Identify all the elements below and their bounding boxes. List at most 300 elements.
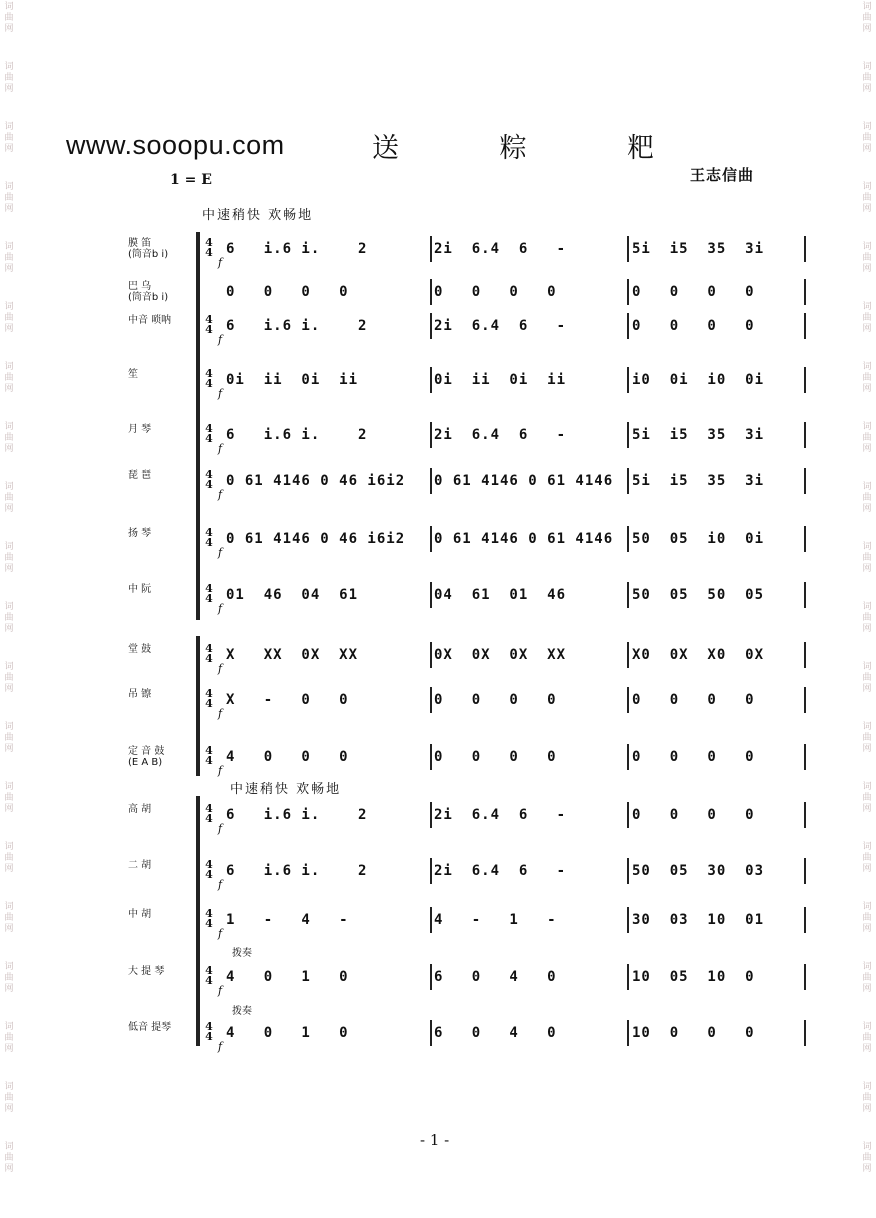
barline: [804, 422, 806, 448]
time-signature: [204, 804, 214, 824]
instrument-label: [128, 281, 196, 303]
dynamic-mark: f: [218, 927, 223, 940]
measure: 2i 6.4 6 -: [434, 318, 567, 334]
staff-row: [200, 640, 800, 680]
watermark-char: 网: [4, 1164, 14, 1174]
measure: 0 0 0 0: [434, 692, 557, 708]
barline: [804, 279, 806, 305]
measure: 6 i.6 i. 2: [226, 427, 368, 443]
measure: 30 03 10 01: [632, 912, 765, 928]
watermark-group: [2, 2, 16, 35]
watermark-char: 词: [4, 422, 14, 432]
barline: [430, 279, 432, 305]
measure: 5i i5 35 3i: [632, 473, 765, 489]
watermark-char: 曲: [862, 973, 872, 983]
staff-row: [200, 580, 800, 620]
time-signature-bottom: 4: [205, 536, 213, 549]
measure: 0i ii 0i ii: [434, 372, 567, 388]
watermark-char: 词: [4, 1082, 14, 1092]
watermark-group: [2, 302, 16, 335]
watermark-group: [860, 542, 874, 575]
barline: [804, 964, 806, 990]
watermark-char: 曲: [4, 853, 14, 863]
watermark-char: 曲: [862, 193, 872, 203]
instrument-name-line: 巴 乌: [128, 281, 152, 292]
watermark-char: 网: [4, 984, 14, 994]
instrument-name-line: 膜 笛: [128, 238, 152, 249]
instrument-label: [128, 860, 196, 871]
time-signature-bottom: 4: [205, 246, 213, 259]
watermark-char: 曲: [4, 373, 14, 383]
instrument-label: [128, 528, 196, 539]
watermark-char: 网: [862, 444, 872, 454]
watermark-char: 曲: [4, 433, 14, 443]
watermark-group: [2, 842, 16, 875]
watermark-group: [860, 1142, 874, 1175]
time-signature-bottom: 4: [205, 974, 213, 987]
time-signature-top: 4: [205, 642, 213, 655]
watermark-char: 词: [4, 242, 14, 252]
dynamic-mark: f: [218, 1040, 223, 1053]
watermark-char: 网: [862, 84, 872, 94]
watermark-group: [860, 362, 874, 395]
measure: X XX 0X XX: [226, 647, 359, 663]
instrument-name-line: 扬 琴: [128, 528, 152, 539]
instrument-label: [128, 689, 196, 700]
instrument-label: [128, 1022, 196, 1033]
measure: 10 05 10 0: [632, 969, 755, 985]
dynamic-mark: f: [218, 333, 223, 346]
measure: X - 0 0: [226, 692, 349, 708]
watermark-group: [2, 1022, 16, 1055]
barline: [430, 858, 432, 884]
barline: [804, 236, 806, 262]
dynamic-mark: f: [218, 984, 223, 997]
measure: 6 i.6 i. 2: [226, 318, 368, 334]
time-signature: [204, 315, 214, 335]
barline: [627, 642, 629, 668]
watermark-group: [2, 182, 16, 215]
instrument-name-line: 中 胡: [128, 909, 152, 920]
measure: 1 - 4 -: [226, 912, 349, 928]
dynamic-mark: f: [218, 488, 223, 501]
tempo-mark-strings: 中速稍快 欢畅地: [230, 782, 342, 797]
watermark-char: 曲: [4, 733, 14, 743]
instrument-label: [128, 584, 196, 595]
watermark-char: 曲: [862, 733, 872, 743]
watermark-char: 曲: [862, 1153, 872, 1163]
watermark-char: 词: [862, 362, 872, 372]
watermark-char: 曲: [862, 613, 872, 623]
barline: [627, 422, 629, 448]
watermark-char: 词: [862, 662, 872, 672]
watermark-group: [860, 602, 874, 635]
barline: [430, 468, 432, 494]
instrument-name-line: (筒音b i): [128, 249, 169, 260]
time-signature: [204, 1022, 214, 1042]
time-signature-top: 4: [205, 802, 213, 815]
barline: [804, 802, 806, 828]
watermark-char: 网: [4, 144, 14, 154]
barline: [430, 642, 432, 668]
watermark-char: 曲: [4, 133, 14, 143]
watermark-char: 词: [4, 62, 14, 72]
watermark-char: 网: [862, 144, 872, 154]
time-signature-bottom: 4: [205, 697, 213, 710]
staff-row: [200, 466, 800, 506]
staff-row: [200, 420, 800, 460]
watermark-char: 网: [4, 804, 14, 814]
barline: [627, 687, 629, 713]
watermark-group: [860, 902, 874, 935]
watermark-group: [2, 662, 16, 695]
watermark-group: [860, 482, 874, 515]
watermark-char: 词: [4, 482, 14, 492]
watermark-group: [2, 122, 16, 155]
watermark-char: 曲: [862, 1093, 872, 1103]
barline: [430, 687, 432, 713]
tempo-mark-top: 中速稍快 欢畅地: [202, 208, 314, 223]
measure: 0 0 0 0: [226, 284, 349, 300]
measure: 0 61 4146 0 46 i6i2: [226, 473, 406, 489]
time-signature: [204, 424, 214, 444]
watermark-char: 网: [4, 264, 14, 274]
measure: 6 0 4 0: [434, 1025, 557, 1041]
watermark-group: [2, 962, 16, 995]
watermark-group: [860, 1022, 874, 1055]
measure: 0 0 0 0: [632, 807, 755, 823]
watermark-char: 词: [862, 842, 872, 852]
barline: [804, 744, 806, 770]
measure: 6 0 4 0: [434, 969, 557, 985]
barline: [430, 744, 432, 770]
instrument-name-line: 中音 唢呐: [128, 315, 172, 326]
watermark-char: 曲: [4, 193, 14, 203]
staff-row: [200, 311, 800, 351]
watermark-char: 曲: [4, 613, 14, 623]
barline: [804, 907, 806, 933]
watermark-char: 曲: [4, 973, 14, 983]
time-signature-top: 4: [205, 964, 213, 977]
watermark-char: 网: [862, 804, 872, 814]
watermark-char: 词: [4, 362, 14, 372]
time-signature: [204, 644, 214, 664]
watermark-char: 词: [862, 422, 872, 432]
measure: 0i ii 0i ii: [226, 372, 359, 388]
time-signature: [204, 369, 214, 389]
barline: [804, 367, 806, 393]
barline: [430, 313, 432, 339]
watermark-char: 曲: [4, 1153, 14, 1163]
measure: 4 0 1 0: [226, 1025, 349, 1041]
watermark-char: 网: [4, 564, 14, 574]
watermark-char: 词: [4, 962, 14, 972]
watermark-char: 词: [862, 182, 872, 192]
watermark-char: 词: [862, 2, 872, 12]
page-number: - 1 -: [420, 1131, 450, 1149]
measure: 0 0 0 0: [632, 692, 755, 708]
watermark-char: 网: [862, 684, 872, 694]
right-watermark-column: [860, 0, 874, 1218]
watermark-char: 曲: [862, 793, 872, 803]
dynamic-mark: f: [218, 707, 223, 720]
pluck-mark-bass: 拨奏: [232, 1006, 252, 1017]
watermark-char: 词: [862, 722, 872, 732]
watermark-char: 曲: [862, 553, 872, 563]
instrument-label: [128, 238, 196, 260]
time-signature-bottom: 4: [205, 754, 213, 767]
watermark-char: 词: [4, 842, 14, 852]
instrument-name-line: 中 阮: [128, 584, 152, 595]
watermark-char: 网: [862, 1164, 872, 1174]
barline: [804, 687, 806, 713]
watermark-group: [2, 362, 16, 395]
barline: [804, 1020, 806, 1046]
instrument-name-line: 吊 镲: [128, 689, 152, 700]
watermark-char: 网: [4, 624, 14, 634]
time-signature: [204, 528, 214, 548]
watermark-group: [860, 242, 874, 275]
watermark-char: 曲: [862, 313, 872, 323]
instrument-name-line: 琵 琶: [128, 470, 152, 481]
measure: 0 61 4146 0 46 i6i2: [226, 531, 406, 547]
measure: 0 0 0 0: [434, 284, 557, 300]
watermark-group: [2, 62, 16, 95]
staff-row: [200, 856, 800, 896]
watermark-char: 词: [862, 242, 872, 252]
barline: [627, 367, 629, 393]
measure: 4 0 0 0: [226, 749, 349, 765]
watermark-char: 网: [4, 204, 14, 214]
instrument-name-line: (筒音b i): [128, 292, 169, 303]
watermark-char: 词: [4, 1142, 14, 1152]
watermark-group: [860, 62, 874, 95]
watermark-char: 词: [862, 782, 872, 792]
watermark-char: 词: [4, 2, 14, 12]
dynamic-mark: f: [218, 764, 223, 777]
measure: 0 61 4146 0 61 4146: [434, 531, 614, 547]
watermark-char: 网: [4, 864, 14, 874]
watermark-group: [2, 422, 16, 455]
watermark-char: 网: [862, 1044, 872, 1054]
measure: 01 46 04 61: [226, 587, 359, 603]
watermark-group: [860, 662, 874, 695]
watermark-char: 网: [862, 744, 872, 754]
watermark-char: 网: [4, 684, 14, 694]
measure: 2i 6.4 6 -: [434, 427, 567, 443]
watermark-char: 词: [862, 542, 872, 552]
watermark-char: 词: [862, 602, 872, 612]
time-signature-top: 4: [205, 236, 213, 249]
barline: [804, 526, 806, 552]
staff-row: [200, 685, 800, 725]
watermark-char: 词: [862, 122, 872, 132]
measure: 5i i5 35 3i: [632, 427, 765, 443]
dynamic-mark: f: [218, 878, 223, 891]
watermark-char: 网: [862, 264, 872, 274]
watermark-char: 网: [4, 1044, 14, 1054]
barline: [804, 858, 806, 884]
measure: 6 i.6 i. 2: [226, 863, 368, 879]
dynamic-mark: f: [218, 387, 223, 400]
watermark-char: 曲: [862, 13, 872, 23]
staff-row: [200, 905, 800, 945]
watermark-char: 词: [862, 1022, 872, 1032]
watermark-char: 网: [862, 384, 872, 394]
instrument-label: [128, 369, 196, 380]
measure: 6 i.6 i. 2: [226, 241, 368, 257]
barline: [430, 964, 432, 990]
watermark-char: 曲: [862, 73, 872, 83]
watermark-char: 词: [4, 122, 14, 132]
time-signature: [204, 689, 214, 709]
instrument-label: [128, 909, 196, 920]
time-signature-bottom: 4: [205, 812, 213, 825]
watermark-char: 词: [862, 902, 872, 912]
staff-row: [200, 1018, 800, 1058]
watermark-char: 词: [4, 662, 14, 672]
measure: 2i 6.4 6 -: [434, 241, 567, 257]
watermark-char: 词: [4, 1022, 14, 1032]
watermark-char: 词: [4, 542, 14, 552]
watermark-group: [2, 722, 16, 755]
key-signature: 1 = E: [170, 172, 212, 188]
measure: 4 0 1 0: [226, 969, 349, 985]
watermark-char: 曲: [4, 73, 14, 83]
instrument-label: [128, 424, 196, 435]
time-signature-top: 4: [205, 687, 213, 700]
measure: 0 0 0 0: [632, 284, 755, 300]
left-watermark-column: [2, 0, 16, 1218]
watermark-char: 词: [4, 602, 14, 612]
measure: 0X 0X 0X XX: [434, 647, 567, 663]
instrument-name-line: 笙: [128, 369, 138, 380]
instrument-label: [128, 804, 196, 815]
staff-row: [200, 524, 800, 564]
time-signature-bottom: 4: [205, 917, 213, 930]
watermark-char: 网: [862, 324, 872, 334]
watermark-group: [2, 1142, 16, 1175]
barline: [430, 582, 432, 608]
barline: [627, 964, 629, 990]
measure: 0 61 4146 0 61 4146: [434, 473, 614, 489]
measure: 04 61 01 46: [434, 587, 567, 603]
barline: [627, 582, 629, 608]
instrument-name-line: 高 胡: [128, 804, 152, 815]
watermark-char: 网: [4, 384, 14, 394]
barline: [430, 526, 432, 552]
time-signature-bottom: 4: [205, 432, 213, 445]
watermark-char: 词: [4, 722, 14, 732]
watermark-char: 网: [862, 924, 872, 934]
watermark-char: 网: [862, 24, 872, 34]
time-signature-bottom: 4: [205, 592, 213, 605]
time-signature: [204, 470, 214, 490]
watermark-char: 曲: [4, 553, 14, 563]
dynamic-mark: f: [218, 602, 223, 615]
barline: [627, 744, 629, 770]
watermark-char: 曲: [862, 673, 872, 683]
instrument-name-line: 大 提 琴: [128, 966, 165, 977]
time-signature: [204, 860, 214, 880]
score-title: 送 粽 粑: [372, 133, 701, 164]
staff-row: [200, 234, 800, 274]
barline: [804, 582, 806, 608]
watermark-char: 词: [4, 902, 14, 912]
barline: [627, 236, 629, 262]
watermark-group: [2, 242, 16, 275]
measure: 2i 6.4 6 -: [434, 863, 567, 879]
watermark-char: 网: [862, 204, 872, 214]
time-signature: [204, 909, 214, 929]
watermark-char: 网: [4, 924, 14, 934]
measure: 50 05 30 03: [632, 863, 765, 879]
watermark-char: 网: [4, 84, 14, 94]
watermark-char: 曲: [4, 673, 14, 683]
watermark-char: 曲: [862, 1033, 872, 1043]
dynamic-mark: f: [218, 442, 223, 455]
watermark-group: [860, 782, 874, 815]
watermark-char: 网: [4, 324, 14, 334]
time-signature: [204, 966, 214, 986]
time-signature-top: 4: [205, 1020, 213, 1033]
measure: 0 0 0 0: [632, 749, 755, 765]
time-signature-bottom: 4: [205, 1030, 213, 1043]
watermark-char: 曲: [862, 253, 872, 263]
instrument-name-line: 二 胡: [128, 860, 152, 871]
watermark-char: 曲: [862, 433, 872, 443]
barline: [430, 1020, 432, 1046]
watermark-group: [860, 842, 874, 875]
watermark-group: [2, 1082, 16, 1115]
watermark-group: [2, 602, 16, 635]
time-signature-top: 4: [205, 313, 213, 326]
watermark-group: [2, 782, 16, 815]
composer-credit: 王志信曲: [690, 166, 755, 184]
watermark-char: 词: [862, 482, 872, 492]
measure: 10 0 0 0: [632, 1025, 755, 1041]
watermark-char: 网: [4, 24, 14, 34]
watermark-char: 网: [862, 1104, 872, 1114]
pluck-mark-cello: 拨奏: [232, 948, 252, 959]
time-signature-bottom: 4: [205, 652, 213, 665]
watermark-char: 词: [862, 1142, 872, 1152]
instrument-label: [128, 315, 196, 326]
staff-row: [200, 962, 800, 1002]
barline: [627, 468, 629, 494]
instrument-label: [128, 470, 196, 481]
measure: 6 i.6 i. 2: [226, 807, 368, 823]
barline: [804, 313, 806, 339]
watermark-char: 词: [862, 962, 872, 972]
dynamic-mark: f: [218, 662, 223, 675]
watermark-group: [860, 1082, 874, 1115]
watermark-char: 曲: [862, 853, 872, 863]
watermark-group: [2, 542, 16, 575]
instrument-label: [128, 644, 196, 655]
watermark-char: 词: [862, 62, 872, 72]
measure: 5i i5 35 3i: [632, 241, 765, 257]
instrument-name-line: 堂 鼓: [128, 644, 152, 655]
time-signature: [204, 584, 214, 604]
dynamic-mark: f: [218, 546, 223, 559]
watermark-char: 曲: [4, 313, 14, 323]
watermark-char: 网: [862, 624, 872, 634]
watermark-char: 网: [4, 744, 14, 754]
watermark-group: [860, 2, 874, 35]
barline: [430, 907, 432, 933]
time-signature-top: 4: [205, 858, 213, 871]
